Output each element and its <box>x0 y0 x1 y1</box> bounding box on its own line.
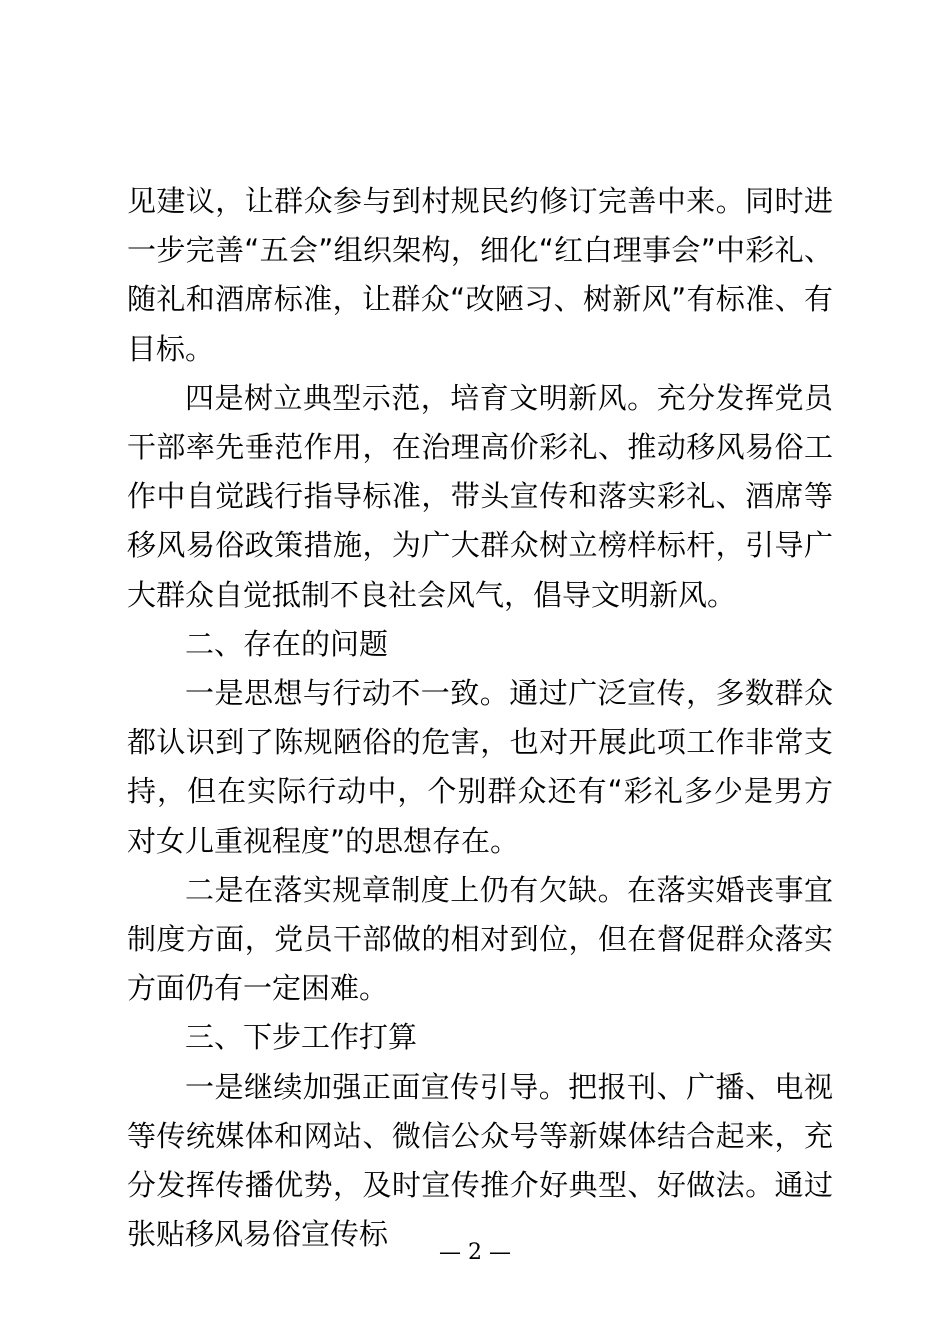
section-heading-problems: 二、存在的问题 <box>185 626 389 661</box>
section-heading-next-steps: 三、下步工作打算 <box>185 1020 418 1055</box>
paragraph-thought-action: 一是思想与行动不一致。通过广泛宣传，多数群众都认识到了陈规陋俗的危害，也对开展此项工作非常支持，但在实际行动中，个别群众还有“彩礼多少是男方对女儿重视程度”的思想存在。 <box>127 676 833 858</box>
paragraph-rules-implementation: 二是在落实规章制度上仍有欠缺。在落实婚丧事宜制度方面，党员干部做的相对到位，但在督促群众落实方面仍有一定困难。 <box>127 872 833 1006</box>
paragraph-continuation: 见建议，让群众参与到村规民约修订完善中来。同时进一步完善“五会”组织架构，细化“红白理事会”中彩礼、随礼和酒席标准，让群众“改陋习、树新风”有标准、有目标。 <box>127 184 833 366</box>
paragraph-publicity: 一是继续加强正面宣传引导。把报刊、广播、电视等传统媒体和网站、微信公众号等新媒体结合起来，充分发挥传播优势，及时宣传推介好典型、好做法。通过张贴移风易俗宣传标 <box>127 1069 833 1252</box>
page-number: — 2 — <box>439 1240 511 1265</box>
document-body <box>127 177 833 1259</box>
paragraph-typical-example: 四是树立典型示范，培育文明新风。充分发挥党员干部率先垂范作用，在治理高价彩礼、推动移风易俗工作中自觉践行指导标准，带头宣传和落实彩礼、酒席等移风易俗政策措施，为广大群众树立榜样标杆，引导广大群众自觉抵制不良社会风气，倡导文明新风。 <box>127 380 833 612</box>
